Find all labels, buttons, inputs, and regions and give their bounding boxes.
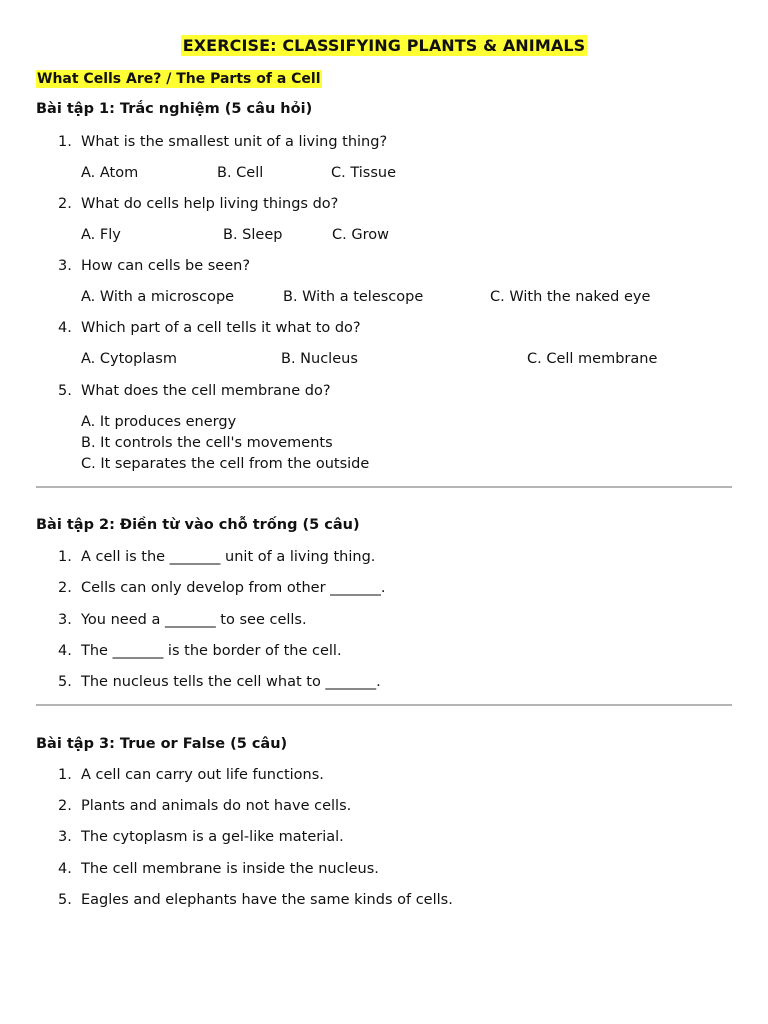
true-false-statement: Eagles and elephants have the same kinds of cells. <box>81 892 453 908</box>
item-number: 2. <box>58 580 72 596</box>
question-text: What do cells help living things do? <box>81 196 339 212</box>
fill-blank-sentence: The _______ is the border of the cell. <box>81 643 342 659</box>
exercise-2-heading: Bài tập 2: Điền từ vào chỗ trống (5 câu) <box>36 517 360 533</box>
item-number: 3. <box>58 829 72 845</box>
fill-blank-sentence: You need a _______ to see cells. <box>81 612 307 628</box>
item-number: 5. <box>58 674 72 690</box>
question-number: 1. <box>58 134 72 150</box>
option-b: B. Cell <box>217 165 264 181</box>
option-c: C. Cell membrane <box>527 351 658 367</box>
worksheet-title: EXERCISE: CLASSIFYING PLANTS & ANIMALS <box>182 36 586 55</box>
worksheet-subtitle: What Cells Are? / The Parts of a Cell <box>37 71 321 87</box>
title-container <box>0 36 768 55</box>
true-false-statement: A cell can carry out life functions. <box>81 767 324 783</box>
question-text: What does the cell membrane do? <box>81 383 331 399</box>
question-number: 3. <box>58 258 72 274</box>
question-text: How can cells be seen? <box>81 258 251 274</box>
section-divider <box>36 704 732 706</box>
item-number: 4. <box>58 643 72 659</box>
fill-blank-sentence: A cell is the _______ unit of a living thing. <box>81 549 376 565</box>
option-b: B. With a telescope <box>283 289 424 305</box>
question-number: 4. <box>58 320 72 336</box>
true-false-statement: Plants and animals do not have cells. <box>81 798 352 814</box>
true-false-statement: The cytoplasm is a gel-like material. <box>81 829 344 845</box>
option-c: C. Tissue <box>331 165 397 181</box>
exercise-1-heading: Bài tập 1: Trắc nghiệm (5 câu hỏi) <box>36 101 313 117</box>
option-c: C. It separates the cell from the outside <box>81 456 370 472</box>
question-number: 5. <box>58 383 72 399</box>
question-number: 2. <box>58 196 72 212</box>
option-a: A. Atom <box>81 165 139 181</box>
item-number: 1. <box>58 549 72 565</box>
question-text: What is the smallest unit of a living thing? <box>81 134 388 150</box>
true-false-statement: The cell membrane is inside the nucleus. <box>81 861 379 877</box>
option-a: A. Fly <box>81 227 121 243</box>
fill-blank-sentence: Cells can only develop from other _______. <box>81 580 386 596</box>
option-a: A. With a microscope <box>81 289 235 305</box>
item-number: 4. <box>58 861 72 877</box>
item-number: 3. <box>58 612 72 628</box>
option-c: C. Grow <box>332 227 389 243</box>
exercise-3-heading: Bài tập 3: True or False (5 câu) <box>36 736 288 752</box>
option-c: C. With the naked eye <box>490 289 651 305</box>
item-number: 1. <box>58 767 72 783</box>
section-divider <box>36 486 732 488</box>
fill-blank-sentence: The nucleus tells the cell what to _______. <box>81 674 381 690</box>
item-number: 2. <box>58 798 72 814</box>
question-text: Which part of a cell tells it what to do? <box>81 320 361 336</box>
option-a: A. Cytoplasm <box>81 351 177 367</box>
option-b: B. Sleep <box>223 227 283 243</box>
option-b: B. It controls the cell's movements <box>81 435 333 451</box>
option-a: A. It produces energy <box>81 414 237 430</box>
option-b: B. Nucleus <box>281 351 358 367</box>
item-number: 5. <box>58 892 72 908</box>
